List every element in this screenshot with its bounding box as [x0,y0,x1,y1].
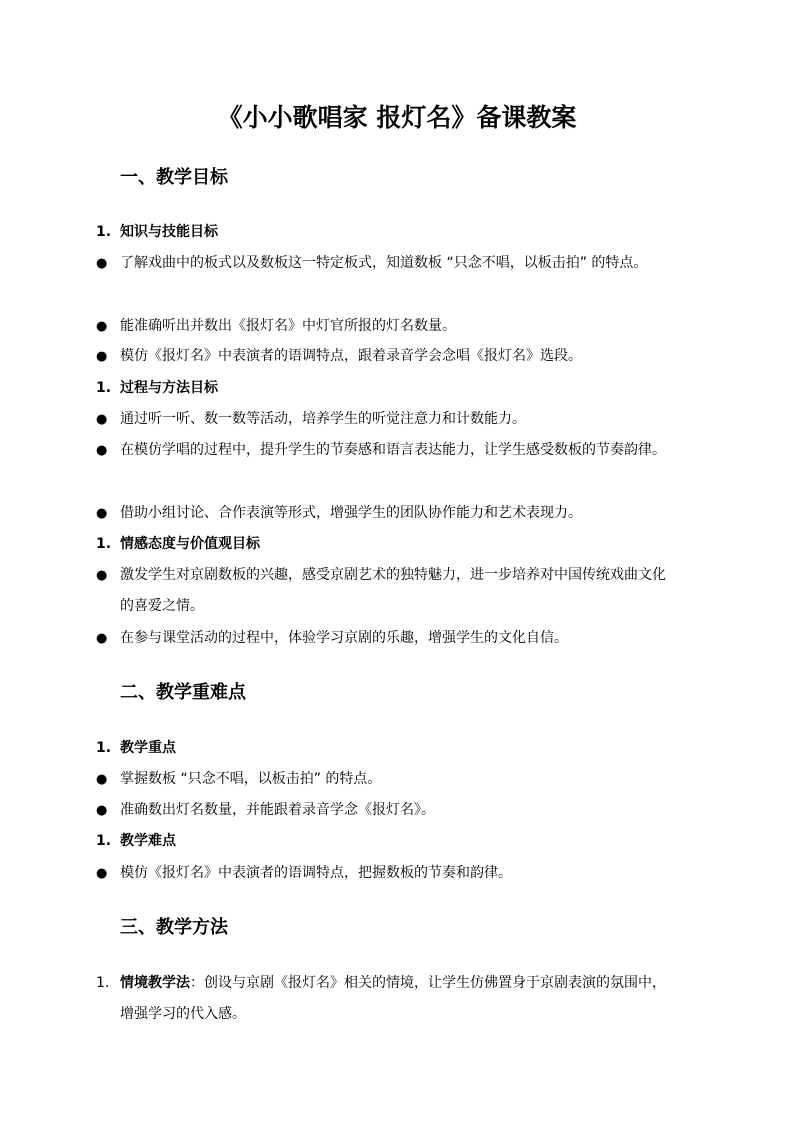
colon-separator: ： [190,975,204,991]
list-item: ● 了解戏曲中的板式以及数板这一特定板式，知道数板 “只念不唱，以板击拍” 的特点。 [96,248,676,279]
bullet-icon: ● [96,772,108,787]
subsection-title: 情感态度与价值观目标 [120,536,260,552]
subsection-title: 过程与方法目标 [120,380,218,396]
section-heading: 一、教学目标 [120,167,228,188]
method-name: 情境教学法 [120,975,190,991]
subsection-title: 教学重点 [120,740,176,756]
subsection-title: 知识与技能目标 [120,224,218,240]
list-item: ● 通过听一听、数一数等活动，培养学生的听觉注意力和计数能力。 [96,404,676,435]
bullet-icon: ● [96,803,108,818]
list-number: 1. [96,740,112,756]
list-item [96,968,676,1030]
bullet-icon: ● [96,319,108,334]
bullet-icon: ● [96,443,108,458]
bullet-icon: ● [96,506,108,521]
section-heading: 三、教学方法 [120,917,228,938]
bullet-icon: ● [96,631,108,646]
list-item: ● 模仿《报灯名》中表演者的语调特点，跟着录音学会念唱《报灯名》选段。 [96,341,676,372]
list-number: 1. [96,833,112,849]
section-heading: 二、教学重难点 [120,682,246,703]
bullet-icon: ● [96,349,108,364]
list-number: 1. [96,380,112,396]
list-number: 1. [96,536,112,552]
bullet-icon: ● [96,568,108,583]
list-item: ● 能准确听出并数出《报灯名》中灯官所报的灯名数量。 [96,311,676,342]
bullet-icon: ● [96,866,108,881]
list-number: 1. [96,224,112,240]
list-item: ● 准确数出灯名数量，并能跟着录音学念《报灯名》。 [96,795,676,826]
subsection-title: 教学难点 [120,833,176,849]
list-item: ● 模仿《报灯名》中表演者的语调特点，把握数板的节奏和韵律。 [96,858,676,889]
list-item: ● 借助小组讨论、合作表演等形式，增强学生的团队协作能力和艺术表现力。 [96,498,676,529]
list-item: ● 在参与课堂活动的过程中，体验学习京剧的乐趣，增强学生的文化自信。 [96,623,676,654]
method-description: 创设与京剧《报灯名》相关的情境，让学生仿佛置身于京剧表演的氛围中，增强学习的代入感。 [120,975,666,1022]
bullet-icon: ● [96,412,108,427]
document-title: 《小小歌唱家 报灯名》备课教案 [217,103,577,132]
list-number: 1. [96,975,110,991]
list-item: ● 激发学生对京剧数板的兴趣，感受京剧艺术的独特魅力，进一步培养对中国传统戏曲文化的喜爱之情。 [96,560,676,622]
bullet-icon: ● [96,256,108,271]
list-item: ● 掌握数板 “只念不唱，以板击拍” 的特点。 [96,764,676,795]
list-item: ● 在模仿学唱的过程中，提升学生的节奏感和语言表达能力，让学生感受数板的节奏韵律。 [96,435,676,466]
